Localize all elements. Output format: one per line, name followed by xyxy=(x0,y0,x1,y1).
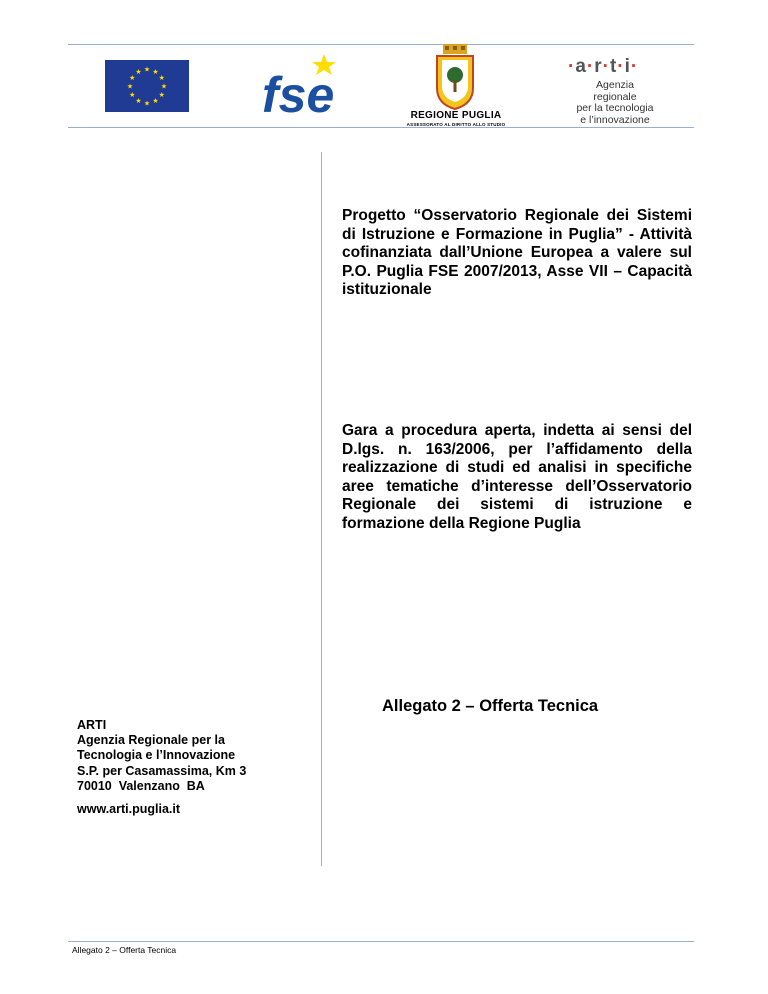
eu-star-icon: ★ xyxy=(126,83,134,91)
address-line: S.P. per Casamassima, Km 3 xyxy=(77,763,247,778)
address-line: ARTI xyxy=(77,718,107,732)
footer-rule xyxy=(68,941,694,942)
eu-star-icon: ★ xyxy=(158,75,165,82)
region-department: ASSESSORATO AL DIRITTO ALLO STUDIO xyxy=(406,122,506,127)
tender-description: Gara a procedura aperta, indetta ai sensi del D.lgs. n. 163/2006, per l’affidamento della realizzazione di studi ed analisi in specifiche aree tematiche d’interesse dell’Osservatorio Regionale dei sistemi di istruzione e formazione della Regione Puglia xyxy=(342,422,692,532)
eu-star-icon: ★ xyxy=(143,66,151,74)
fse-logo-text: fse xyxy=(262,67,335,120)
address-line: 70010 Valenzano BA xyxy=(77,778,205,793)
eu-star-icon: ★ xyxy=(143,100,151,108)
header-bottom-rule xyxy=(68,127,694,128)
footer-text: Allegato 2 – Offerta Tecnica xyxy=(72,945,177,955)
eu-star-icon: ★ xyxy=(129,92,136,99)
eu-flag-logo xyxy=(105,60,189,112)
arti-logo: ·a·r·t·i· xyxy=(568,56,639,77)
regione-puglia-crest xyxy=(429,44,481,110)
region-name: REGIONE PUGLIA xyxy=(410,110,502,121)
header-top-rule xyxy=(68,44,694,45)
arti-tagline: Agenzia regionale per la tecnologia e l’innovazione xyxy=(576,79,654,126)
eu-star-icon: ★ xyxy=(152,98,159,106)
eu-star-icon: ★ xyxy=(160,83,168,91)
fse-logo xyxy=(258,52,354,120)
eu-star-icon: ★ xyxy=(135,98,142,106)
address-line: Agenzia Regionale per la xyxy=(77,733,225,748)
vertical-divider xyxy=(321,152,322,866)
eu-star-icon: ★ xyxy=(152,68,159,76)
arti-address xyxy=(77,718,246,794)
address-line: Tecnologia e l’Innovazione xyxy=(77,748,236,763)
eu-star-icon: ★ xyxy=(129,75,136,82)
eu-star-icon: ★ xyxy=(135,68,142,76)
eu-star-icon: ★ xyxy=(158,92,165,99)
attachment-title: Allegato 2 – Offerta Tecnica xyxy=(382,697,599,715)
website-link[interactable]: www.arti.puglia.it xyxy=(77,802,181,816)
project-title: Progetto “Osservatorio Regionale dei Sistemi di Istruzione e Formazione in Puglia” - Attività cofinanziata dall’Unione Europea a valere sul P.O. Puglia FSE 2007/2013, Asse VII – Capacità istituzionale xyxy=(342,207,692,299)
